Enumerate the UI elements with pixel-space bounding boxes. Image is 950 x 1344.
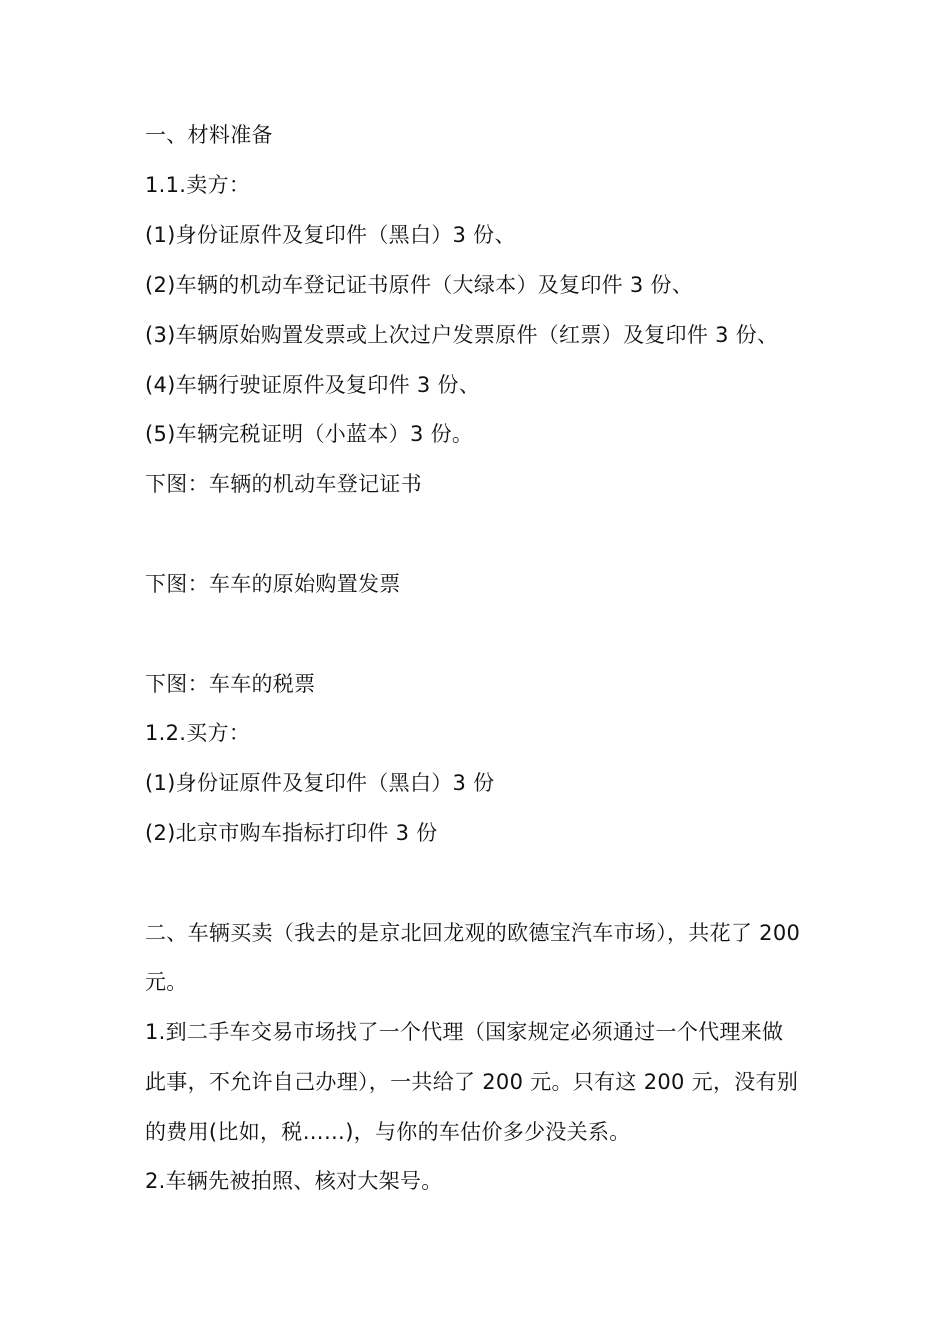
step1-line-3: 的费用(比如，税……)，与你的车估价多少没关系。 bbox=[145, 1120, 631, 1144]
buyer-heading: 1.2.买方： bbox=[145, 721, 251, 745]
seller-item-5: (5)车辆完税证明（小蓝本）3 份。 bbox=[145, 422, 474, 446]
step1-line-1: 1.到二手车交易市场找了一个代理（国家规定必须通过一个代理来做 bbox=[145, 1020, 784, 1044]
figure-caption-registration: 下图：车辆的机动车登记证书 bbox=[145, 472, 422, 496]
step1-line-2: 此事，不允许自己办理），一共给了 200 元。只有这 200 元，没有别 bbox=[145, 1070, 799, 1094]
figure-caption-tax: 下图：车车的税票 bbox=[145, 672, 316, 696]
step2-line: 2.车辆先被拍照、核对大架号。 bbox=[145, 1169, 443, 1193]
section-heading-materials: 一、材料准备 bbox=[145, 123, 273, 147]
seller-item-1: (1)身份证原件及复印件（黑白）3 份、 bbox=[145, 223, 516, 247]
section-heading-trading-line-1: 二、车辆买卖（我去的是京北回龙观的欧德宝汽车市场），共花了 200 bbox=[145, 921, 801, 945]
seller-item-3: (3)车辆原始购置发票或上次过户发票原件（红票）及复印件 3 份、 bbox=[145, 323, 779, 347]
seller-item-2: (2)车辆的机动车登记证书原件（大绿本）及复印件 3 份、 bbox=[145, 273, 694, 297]
figure-caption-invoice: 下图：车车的原始购置发票 bbox=[145, 572, 401, 596]
seller-heading: 1.1.卖方： bbox=[145, 173, 251, 197]
section-heading-trading-line-2: 元。 bbox=[145, 970, 188, 994]
seller-item-4: (4)车辆行驶证原件及复印件 3 份、 bbox=[145, 373, 481, 397]
buyer-item-2: (2)北京市购车指标打印件 3 份 bbox=[145, 821, 438, 845]
buyer-item-1: (1)身份证原件及复印件（黑白）3 份 bbox=[145, 771, 495, 795]
